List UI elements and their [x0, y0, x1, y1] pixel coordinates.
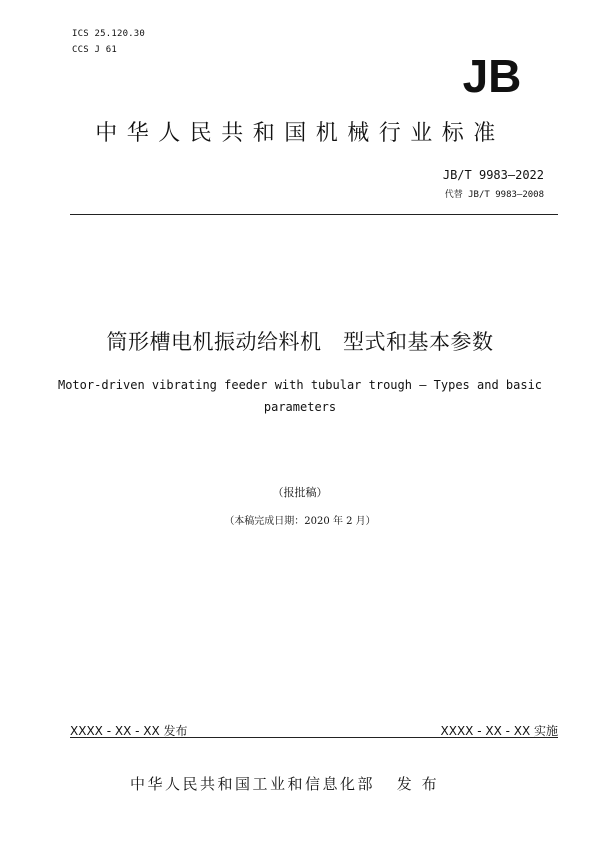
ccs-code: CCS J 61	[72, 45, 117, 55]
standard-category-title: 中华人民共和国机械行业标准	[95, 121, 505, 146]
issuing-authority: 中华人民共和国工业和信息化部 发 布	[130, 775, 440, 793]
ics-code: ICS 25.120.30	[72, 29, 146, 39]
jb-logo	[452, 50, 532, 100]
document-title-cn: 筒形槽电机振动给料机 型式和基本参数	[106, 330, 494, 354]
completion-date: （本稿完成日期：2020 年 2 月）	[224, 516, 376, 527]
top-divider	[70, 214, 558, 215]
draft-status: （报批稿）	[272, 486, 328, 499]
replaces-note: 代替 JB/T 9983—2008	[444, 190, 544, 200]
issue-date: XXXX - XX - XX 发布	[70, 724, 188, 738]
implementation-date: XXXX - XX - XX 实施	[440, 724, 558, 738]
svg-text:JB: JB	[462, 50, 522, 100]
standard-number: JB/T 9983—2022	[442, 168, 544, 182]
bottom-divider	[70, 737, 558, 738]
document-title-en-line2: parameters	[263, 400, 337, 414]
document-title-en-line1: Motor-driven vibrating feeder with tubular trough — Types and basic	[57, 378, 543, 392]
